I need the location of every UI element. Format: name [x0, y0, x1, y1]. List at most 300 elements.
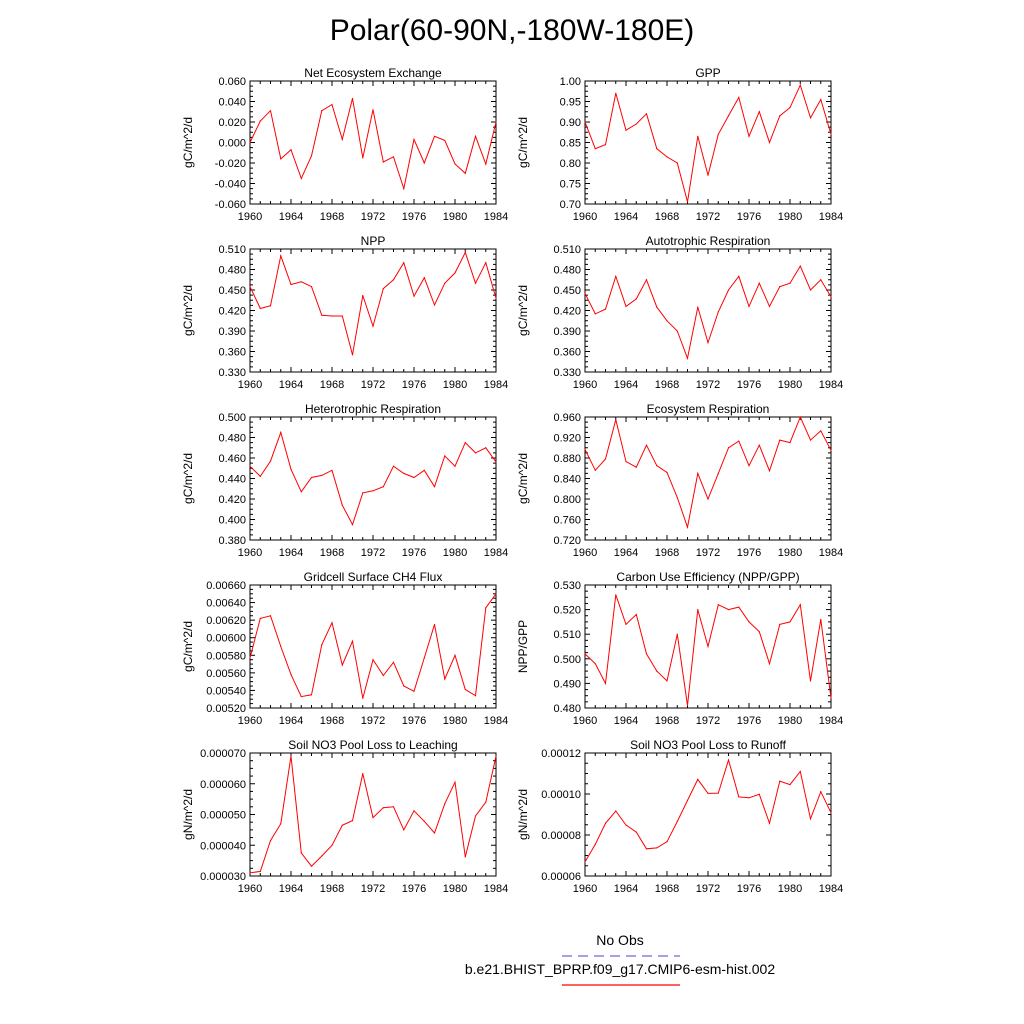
- x-tick-label: 1960: [572, 547, 598, 559]
- data-point: [372, 109, 373, 110]
- data-point: [403, 685, 404, 686]
- data-point: [413, 691, 414, 692]
- data-point: [424, 162, 425, 163]
- y-tick-label: 0.760: [553, 514, 581, 527]
- data-point: [495, 593, 496, 594]
- data-point: [475, 452, 476, 453]
- x-tick-label: 1964: [613, 211, 639, 223]
- data-point: [615, 419, 616, 420]
- x-tick-label: 1984: [818, 715, 844, 727]
- x-tick-label: 1972: [360, 883, 386, 895]
- data-point: [615, 93, 616, 94]
- data-point: [789, 784, 790, 785]
- data-point: [393, 466, 394, 467]
- data-point: [465, 252, 466, 253]
- data-point: [830, 134, 831, 135]
- data-point: [687, 358, 688, 359]
- y-tick-label: 0.00640: [206, 597, 246, 610]
- series-line: [250, 756, 496, 873]
- y-tick-label: 0.00540: [206, 685, 246, 698]
- x-tick-label: 1964: [613, 715, 639, 727]
- data-point: [789, 621, 790, 622]
- x-tick-label: 1984: [483, 211, 509, 223]
- data-point: [290, 469, 291, 470]
- data-point: [738, 607, 739, 608]
- data-point: [625, 306, 626, 307]
- y-axis-label: gN/m^2/d: [516, 789, 530, 840]
- data-point: [666, 841, 667, 842]
- y-axis-label: gC/m^2/d: [181, 453, 195, 504]
- y-axis-label: NPP/GPP: [516, 619, 530, 674]
- data-point: [280, 646, 281, 647]
- y-axis-label: gC/m^2/d: [181, 621, 195, 672]
- data-point: [465, 442, 466, 443]
- x-tick-label: 1976: [736, 715, 762, 727]
- data-point: [707, 175, 708, 176]
- data-point: [687, 705, 688, 706]
- y-tick-label: 0.85: [559, 137, 581, 150]
- data-point: [646, 279, 647, 280]
- data-point: [444, 283, 445, 284]
- data-point: [249, 657, 250, 658]
- data-point: [677, 634, 678, 635]
- plot-frame: [250, 585, 496, 708]
- data-point: [495, 298, 496, 299]
- y-axis-label: gC/m^2/d: [181, 285, 195, 336]
- y-tick-label: 0.020: [218, 117, 246, 129]
- data-point: [403, 262, 404, 263]
- data-point: [595, 148, 596, 149]
- data-point: [260, 308, 261, 309]
- x-tick-label: 1984: [818, 211, 844, 223]
- x-tick-label: 1980: [442, 715, 468, 727]
- data-point: [475, 136, 476, 137]
- data-point: [311, 866, 312, 867]
- data-point: [403, 473, 404, 474]
- data-point: [301, 696, 302, 697]
- data-point: [249, 872, 250, 873]
- data-point: [738, 97, 739, 98]
- chart-title: Carbon Use Efficiency (NPP/GPP): [616, 570, 800, 584]
- chart-title: Soil NO3 Pool Loss to Leaching: [288, 738, 458, 752]
- x-tick-label: 1976: [401, 211, 427, 223]
- data-point: [728, 609, 729, 610]
- y-tick-label: 0.00012: [541, 748, 581, 760]
- data-point: [646, 848, 647, 849]
- data-point: [352, 641, 353, 642]
- data-point: [260, 871, 261, 872]
- chart-title: Heterotrophic Respiration: [304, 402, 442, 416]
- y-tick-label: 0.330: [218, 367, 246, 379]
- data-point: [820, 430, 821, 431]
- data-point: [475, 815, 476, 816]
- x-tick-label: 1976: [736, 547, 762, 559]
- data-point: [584, 293, 585, 294]
- data-point: [372, 659, 373, 660]
- y-tick-label: 0.480: [553, 264, 581, 277]
- data-point: [687, 527, 688, 528]
- data-point: [270, 110, 271, 111]
- x-tick-label: 1964: [278, 883, 304, 895]
- data-point: [454, 655, 455, 656]
- data-point: [444, 678, 445, 679]
- data-point: [666, 680, 667, 681]
- data-point: [820, 279, 821, 280]
- data-point: [454, 466, 455, 467]
- data-point: [656, 847, 657, 848]
- data-point: [495, 462, 496, 463]
- y-tick-label: 0.00006: [541, 871, 581, 883]
- y-tick-label: 0.490: [553, 678, 581, 691]
- data-point: [342, 664, 343, 665]
- x-tick-label: 1960: [237, 379, 263, 391]
- data-point: [342, 139, 343, 140]
- chart-panel-9: [181, 738, 508, 895]
- data-point: [495, 755, 496, 756]
- x-tick-label: 1968: [319, 379, 345, 391]
- data-point: [485, 447, 486, 448]
- y-tick-label: 0.80: [559, 158, 581, 170]
- data-point: [352, 820, 353, 821]
- data-point: [789, 442, 790, 443]
- data-point: [636, 123, 637, 124]
- x-tick-label: 1984: [483, 715, 509, 727]
- x-tick-label: 1984: [818, 883, 844, 895]
- x-tick-label: 1980: [777, 715, 803, 727]
- data-point: [830, 296, 831, 297]
- data-point: [820, 99, 821, 100]
- data-point: [331, 622, 332, 623]
- y-tick-label: 0.00580: [206, 650, 246, 663]
- plot-frame: [250, 417, 496, 540]
- data-point: [656, 148, 657, 149]
- y-tick-label: -0.060: [214, 199, 246, 211]
- data-point: [605, 823, 606, 824]
- data-point: [759, 631, 760, 632]
- x-tick-label: 1980: [777, 211, 803, 223]
- y-tick-label: 0.720: [553, 535, 581, 547]
- y-tick-label: 0.00008: [541, 830, 581, 842]
- data-point: [738, 796, 739, 797]
- data-point: [830, 450, 831, 451]
- chart-panel-2: [516, 66, 843, 223]
- data-point: [789, 283, 790, 284]
- data-point: [413, 810, 414, 811]
- data-point: [789, 107, 790, 108]
- data-point: [595, 470, 596, 471]
- x-tick-label: 1960: [237, 211, 263, 223]
- y-tick-label: 0.500: [218, 412, 246, 424]
- data-point: [595, 844, 596, 845]
- data-point: [718, 473, 719, 474]
- x-tick-label: 1984: [483, 883, 509, 895]
- data-point: [769, 823, 770, 824]
- data-point: [485, 163, 486, 164]
- data-point: [584, 449, 585, 450]
- x-tick-label: 1972: [360, 547, 386, 559]
- data-point: [290, 284, 291, 285]
- data-point: [280, 158, 281, 159]
- series-line: [585, 85, 831, 202]
- data-point: [605, 309, 606, 310]
- data-point: [769, 142, 770, 143]
- data-point: [495, 121, 496, 122]
- x-tick-label: 1960: [237, 715, 263, 727]
- x-tick-label: 1972: [360, 715, 386, 727]
- data-point: [646, 653, 647, 654]
- data-point: [280, 823, 281, 824]
- x-tick-label: 1968: [654, 715, 680, 727]
- data-point: [728, 115, 729, 116]
- y-axis-label: gC/m^2/d: [181, 117, 195, 168]
- legend-obs-label: No Obs: [596, 932, 644, 948]
- y-tick-label: 0.530: [553, 580, 581, 592]
- x-tick-label: 1968: [319, 547, 345, 559]
- data-point: [424, 657, 425, 658]
- data-point: [362, 698, 363, 699]
- y-tick-label: 0.000050: [200, 809, 246, 822]
- data-point: [605, 458, 606, 459]
- x-tick-label: 1972: [695, 379, 721, 391]
- x-tick-label: 1980: [777, 379, 803, 391]
- data-point: [413, 139, 414, 140]
- data-point: [759, 794, 760, 795]
- data-point: [666, 472, 667, 473]
- data-point: [810, 818, 811, 819]
- series-line: [585, 417, 831, 527]
- data-point: [830, 698, 831, 699]
- data-point: [372, 326, 373, 327]
- data-point: [290, 674, 291, 675]
- data-point: [434, 624, 435, 625]
- data-point: [687, 201, 688, 202]
- data-point: [584, 121, 585, 122]
- y-tick-label: 0.360: [553, 346, 581, 359]
- y-tick-label: 0.00010: [541, 789, 581, 801]
- plot-frame: [585, 249, 831, 372]
- y-tick-label: 0.000: [218, 137, 246, 150]
- legend: [465, 932, 775, 985]
- x-tick-label: 1972: [695, 547, 721, 559]
- data-point: [615, 276, 616, 277]
- y-axis-label: gC/m^2/d: [516, 117, 530, 168]
- x-tick-label: 1980: [442, 379, 468, 391]
- data-point: [779, 286, 780, 287]
- data-point: [697, 136, 698, 137]
- series-line: [250, 252, 496, 355]
- data-point: [800, 265, 801, 266]
- data-point: [260, 618, 261, 619]
- y-tick-label: 0.510: [553, 629, 581, 642]
- y-tick-label: 0.840: [553, 473, 581, 486]
- y-tick-label: -0.020: [214, 158, 246, 170]
- y-tick-label: 0.000030: [200, 871, 246, 883]
- data-point: [636, 467, 637, 468]
- data-point: [290, 755, 291, 756]
- data-point: [465, 689, 466, 690]
- data-point: [321, 110, 322, 111]
- x-tick-label: 1980: [777, 883, 803, 895]
- data-point: [769, 663, 770, 664]
- y-tick-label: 0.060: [218, 76, 246, 88]
- x-tick-label: 1960: [572, 715, 598, 727]
- y-tick-label: 0.70: [559, 199, 581, 211]
- x-tick-label: 1968: [654, 379, 680, 391]
- y-tick-label: 0.460: [218, 453, 246, 465]
- data-point: [636, 831, 637, 832]
- x-tick-label: 1980: [442, 211, 468, 223]
- data-point: [656, 671, 657, 672]
- y-tick-label: 0.920: [553, 432, 581, 445]
- data-point: [605, 144, 606, 145]
- y-tick-label: 1.00: [559, 76, 581, 88]
- data-point: [434, 304, 435, 305]
- x-tick-label: 1964: [278, 715, 304, 727]
- figure-title: Polar(60-90N,-180W-180E): [329, 14, 695, 47]
- data-point: [677, 497, 678, 498]
- series-line: [250, 432, 496, 524]
- data-point: [321, 644, 322, 645]
- data-point: [810, 117, 811, 118]
- data-point: [393, 156, 394, 157]
- data-point: [625, 824, 626, 825]
- x-tick-label: 1968: [654, 211, 680, 223]
- data-point: [625, 130, 626, 131]
- data-point: [800, 416, 801, 417]
- data-point: [666, 320, 667, 321]
- data-point: [748, 621, 749, 622]
- data-point: [424, 821, 425, 822]
- data-point: [301, 852, 302, 853]
- data-point: [383, 161, 384, 162]
- data-point: [362, 492, 363, 493]
- data-point: [738, 276, 739, 277]
- data-point: [779, 624, 780, 625]
- y-tick-label: 0.380: [218, 535, 246, 547]
- y-tick-label: 0.960: [553, 412, 581, 424]
- data-point: [615, 810, 616, 811]
- plot-frame: [250, 81, 496, 204]
- y-tick-label: 0.500: [553, 653, 581, 666]
- data-point: [342, 505, 343, 506]
- data-point: [748, 465, 749, 466]
- data-point: [434, 136, 435, 137]
- data-point: [697, 779, 698, 780]
- data-point: [393, 806, 394, 807]
- chart-panel-5: [181, 402, 508, 559]
- y-tick-label: 0.000040: [200, 840, 246, 853]
- x-tick-label: 1972: [695, 211, 721, 223]
- plot-frame: [250, 249, 496, 372]
- data-point: [403, 829, 404, 830]
- data-point: [342, 315, 343, 316]
- series-line: [250, 594, 496, 699]
- data-point: [718, 311, 719, 312]
- data-point: [738, 440, 739, 441]
- data-point: [687, 800, 688, 801]
- data-point: [584, 653, 585, 654]
- data-point: [352, 354, 353, 355]
- data-point: [707, 646, 708, 647]
- data-point: [383, 486, 384, 487]
- legend-model-label: b.e21.BHIST_BPRP.f09_g17.CMIP6-esm-hist.002: [464, 961, 776, 977]
- chart-panel-8: [516, 570, 843, 727]
- y-tick-label: 0.450: [218, 285, 246, 297]
- x-tick-label: 1972: [695, 715, 721, 727]
- data-point: [820, 791, 821, 792]
- chart-panel-10: [516, 738, 843, 895]
- data-point: [485, 607, 486, 608]
- x-tick-label: 1964: [278, 547, 304, 559]
- x-tick-label: 1968: [654, 883, 680, 895]
- x-tick-label: 1968: [319, 883, 345, 895]
- y-tick-label: 0.510: [553, 244, 581, 256]
- data-point: [707, 498, 708, 499]
- x-tick-label: 1964: [278, 379, 304, 391]
- y-tick-label: 0.520: [553, 604, 581, 617]
- data-point: [759, 445, 760, 446]
- data-point: [485, 802, 486, 803]
- x-tick-label: 1972: [360, 379, 386, 391]
- data-point: [270, 615, 271, 616]
- y-axis-label: gC/m^2/d: [516, 285, 530, 336]
- data-point: [413, 296, 414, 297]
- y-tick-label: 0.90: [559, 117, 581, 129]
- data-point: [424, 277, 425, 278]
- data-point: [830, 812, 831, 813]
- y-tick-label: 0.420: [553, 305, 581, 318]
- data-point: [362, 773, 363, 774]
- data-point: [383, 288, 384, 289]
- data-point: [383, 807, 384, 808]
- chart-title: NPP: [360, 234, 386, 248]
- data-point: [697, 473, 698, 474]
- y-tick-label: 0.480: [218, 264, 246, 277]
- x-tick-label: 1960: [572, 211, 598, 223]
- chart-title: Autotrophic Respiration: [645, 234, 771, 248]
- y-axis-label: gN/m^2/d: [181, 789, 195, 840]
- y-tick-label: 0.360: [218, 346, 246, 359]
- data-point: [728, 447, 729, 448]
- y-tick-label: 0.400: [218, 514, 246, 527]
- data-point: [444, 455, 445, 456]
- chart-panel-1: [181, 66, 508, 223]
- data-point: [595, 313, 596, 314]
- data-point: [403, 188, 404, 189]
- data-point: [393, 279, 394, 280]
- y-tick-label: 0.00520: [206, 703, 246, 715]
- y-tick-label: 0.800: [553, 494, 581, 506]
- x-tick-label: 1960: [572, 883, 598, 895]
- data-point: [800, 771, 801, 772]
- chart-title: Net Ecosystem Exchange: [304, 66, 442, 80]
- data-point: [301, 281, 302, 282]
- data-point: [656, 465, 657, 466]
- x-tick-label: 1980: [442, 883, 468, 895]
- x-tick-label: 1968: [654, 547, 680, 559]
- data-point: [280, 255, 281, 256]
- data-point: [584, 861, 585, 862]
- y-tick-label: 0.390: [553, 326, 581, 338]
- y-tick-label: 0.95: [559, 96, 581, 109]
- x-tick-label: 1976: [736, 211, 762, 223]
- data-point: [646, 113, 647, 114]
- data-point: [636, 298, 637, 299]
- y-tick-label: 0.00600: [206, 632, 246, 645]
- x-tick-label: 1968: [319, 211, 345, 223]
- data-point: [311, 694, 312, 695]
- data-point: [748, 306, 749, 307]
